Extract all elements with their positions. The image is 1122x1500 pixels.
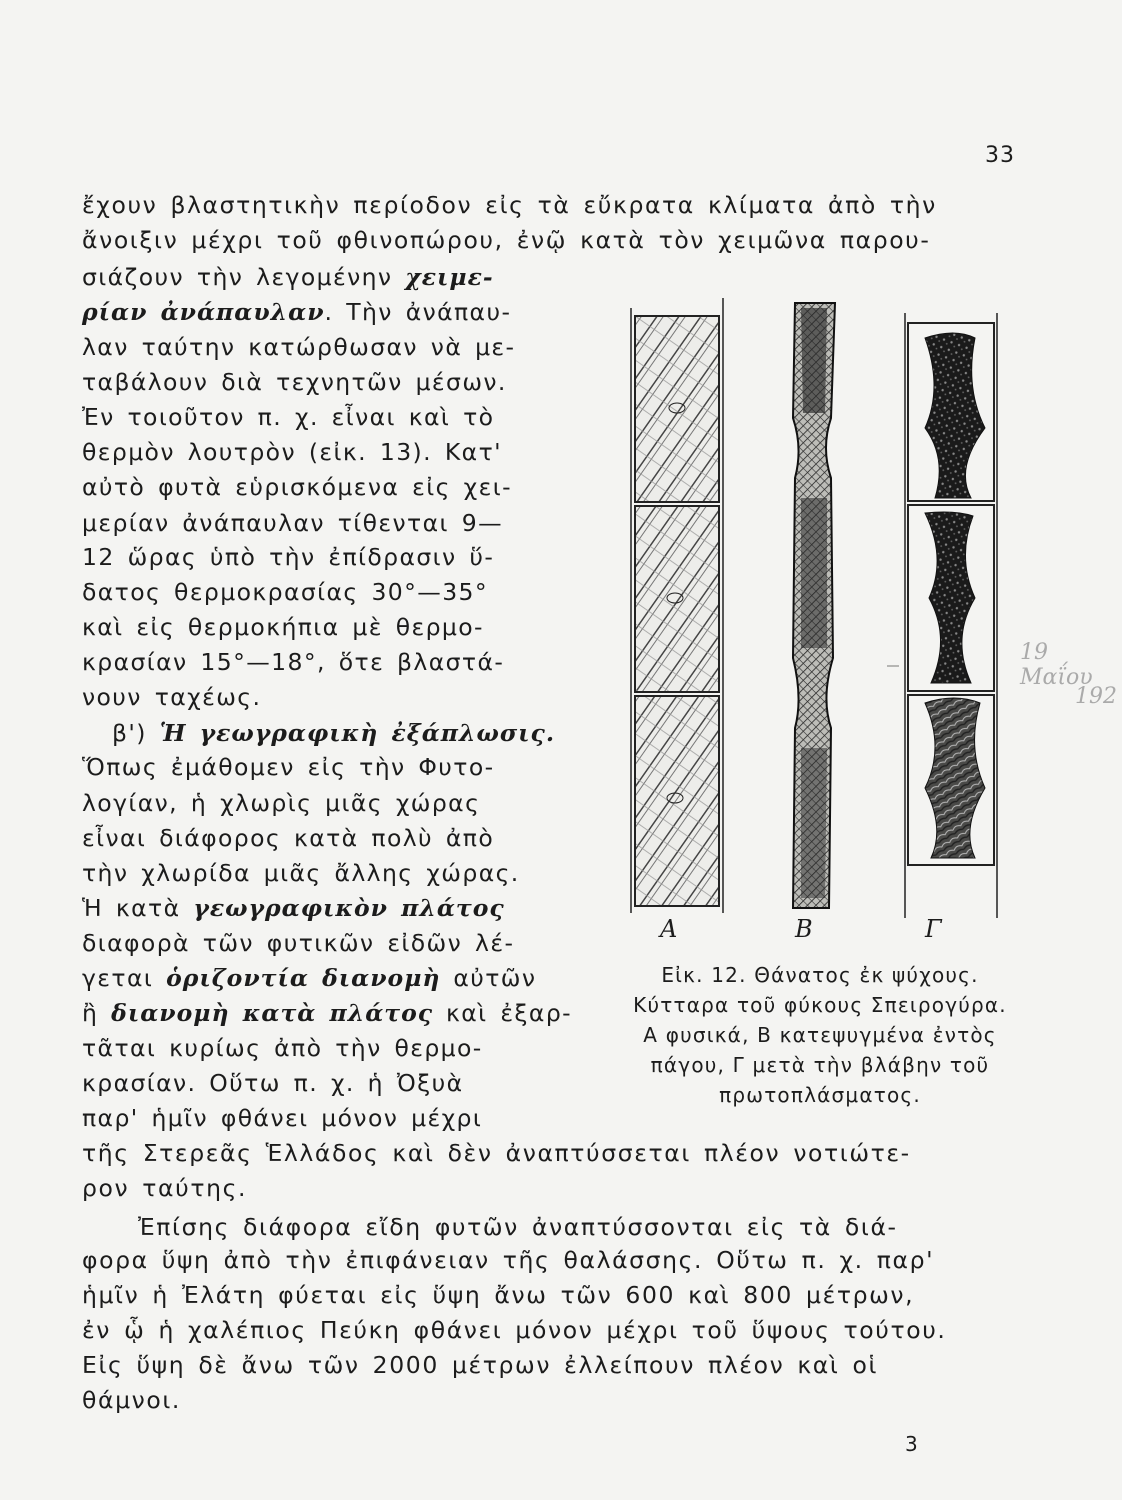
text-line: κρασίαν 15°—18°, ὅτε βλαστά- xyxy=(82,648,505,676)
text-line: Ἐπίσης διάφορα εἴδη φυτῶν ἀναπτύσσονται εἰς τὰ διά- xyxy=(138,1213,898,1241)
term-winter-rest: χειμε- xyxy=(405,263,494,291)
text-line: θάμνοι. xyxy=(82,1386,181,1414)
cell-c-damaged xyxy=(905,313,997,918)
cell-b-frozen xyxy=(793,303,835,908)
text-line: ἢ διανομὴ κατὰ πλάτος καὶ ἐξαρ- xyxy=(82,999,573,1027)
text-line: ἡμῖν ἡ Ἐλάτη φύεται εἰς ὕψη ἄνω τῶν 600 καὶ 800 μέτρων, xyxy=(82,1281,915,1309)
caption-line: πάγου, Γ μετὰ τὴν βλάβην τοῦ xyxy=(650,1053,990,1077)
text-line: καὶ εἰς θερμοκήπια μὲ θερμο- xyxy=(82,613,484,641)
caption-line: Εἰκ. 12. Θάνατος ἐκ ψύχους. xyxy=(661,963,979,987)
text-line: Ὅπως ἐμάθομεν εἰς τὴν Φυτο- xyxy=(82,753,495,781)
margin-note-line-2: 192 xyxy=(1075,684,1117,709)
caption-line: Κύτταρα τοῦ φύκους Σπειρογύρα. xyxy=(633,993,1007,1017)
text-line: δατος θερμοκρασίας 30°—35° xyxy=(82,578,489,606)
text-line: ρίαν ἀνάπαυλαν. Τὴν ἀνάπαυ- xyxy=(82,298,512,326)
text-line: 12 ὥρας ὑπὸ τὴν ἐπίδρασιν ὕ- xyxy=(82,543,495,571)
text-line: μερίαν ἀνάπαυλαν τίθενται 9— xyxy=(82,509,503,537)
text-line: λαν ταύτην κατώρθωσαν νὰ με- xyxy=(82,333,516,361)
text-line: ἐν ᾧ ἡ χαλέπιος Πεύκη φθάνει μόνον μέχρι τοῦ ὕψους τούτου. xyxy=(82,1316,947,1344)
text-line: τᾶται κυρίως ἀπὸ τὴν θερμο- xyxy=(82,1034,483,1062)
text-line: αὐτὸ φυτὰ εὑρισκόμενα εἰς χει- xyxy=(82,473,512,501)
text-line: νουν ταχέως. xyxy=(82,683,262,711)
section-heading: β') Ἡ γεωγραφικὴ ἐξάπλωσις. xyxy=(112,719,556,747)
caption-line: Α φυσικά, Β κατεψυγμένα ἐντὸς xyxy=(643,1023,997,1047)
text-line: λογίαν, ἡ χλωρὶς μιᾶς χώρας xyxy=(82,789,481,817)
text-line: θερμὸν λουτρὸν (εἰκ. 13). Κατ' xyxy=(82,438,502,466)
figure-label-c: Γ xyxy=(925,915,942,943)
text-line: κρασίαν. Οὕτω π. χ. ἡ Ὀξυὰ xyxy=(82,1069,464,1097)
figure-illustration xyxy=(625,298,1015,948)
caption-line: πρωτοπλάσματος. xyxy=(719,1083,921,1107)
figure-label-b: Β xyxy=(795,915,813,943)
text-line: ἄνοιξιν μέχρι τοῦ φθινοπώρου, ἐνῷ κατὰ τὸν χειμῶνα παρου- xyxy=(82,226,931,254)
text-line: Ἐν τοιοῦτον π. χ. εἶναι καὶ τὸ xyxy=(82,403,495,431)
figure-label-a: Α xyxy=(660,915,678,943)
text-line: σιάζουν τὴν λεγομένην χειμε- xyxy=(82,263,494,291)
term-winter-rest-cont: ρίαν ἀνάπαυλαν xyxy=(82,298,325,326)
text-line: διαφορὰ τῶν φυτικῶν εἰδῶν λέ- xyxy=(82,929,515,957)
text-line: παρ' ἡμῖν φθάνει μόνον μέχρι xyxy=(82,1104,483,1132)
text-line: ἔχουν βλαστητικὴν περίοδον εἰς τὰ εὔκρατα κλίματα ἀπὸ τὴν xyxy=(82,191,937,219)
text-line: τὴν χλωρίδα μιᾶς ἄλλης χώρας. xyxy=(82,859,520,887)
text-line: γεται ὁριζοντία διανομὴ αὐτῶν xyxy=(82,964,537,992)
figure-spirogyra-cells xyxy=(625,298,1015,948)
text-line: Ἡ κατὰ γεωγραφικὸν πλάτος xyxy=(82,894,505,922)
text-line: τῆς Στερεᾶς Ἑλλάδος καὶ δὲν ἀναπτύσσεται πλέον νοτιώτε- xyxy=(82,1139,911,1167)
text-line: εἶναι διάφορος κατὰ πολὺ ἀπὸ xyxy=(82,824,495,852)
text-line: ρον ταύτης. xyxy=(82,1174,248,1202)
text-line: Εἰς ὕψη δὲ ἄνω τῶν 2000 μέτρων ἐλλείπουν πλέον καὶ οἱ xyxy=(82,1351,879,1379)
cell-a-normal xyxy=(631,298,723,913)
text-line: φορα ὕψη ἀπὸ τὴν ἐπιφάνειαν τῆς θαλάσσης. Οὕτω π. χ. παρ' xyxy=(82,1246,935,1274)
margin-note-line-1: 19 Μαΐου xyxy=(1020,640,1093,690)
figure-caption xyxy=(600,960,1040,1110)
page-number: 33 xyxy=(985,143,1015,168)
text-line: ταβάλουν διὰ τεχνητῶν μέσων. xyxy=(82,368,507,396)
footer-page-number: 3 xyxy=(905,1432,918,1456)
